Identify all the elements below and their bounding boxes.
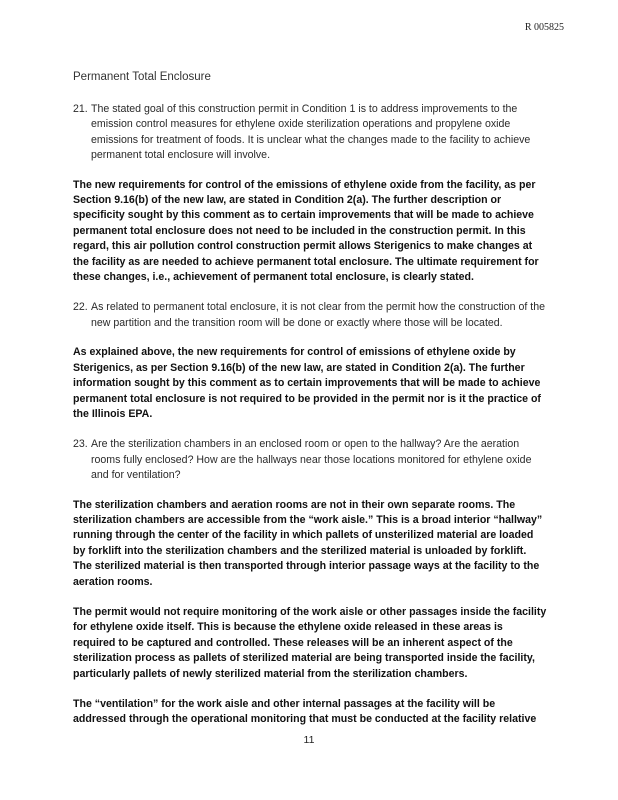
page-number: 11 <box>303 734 315 746</box>
response-paragraph: The permit would not require monitoring of the work aisle or other passages inside the facility for ethylene oxide itself. This is because the ethylene oxide released in these areas is required to be captured and controlled. These releases will be an inherent aspect of the sterilization process as pallets of sterilized material are being transported inside the facility, particularly pallets of newly sterilized material from the sterilization chambers. <box>73 605 547 680</box>
response-paragraph: As explained above, the new requirements for control of emissions of ethylene oxide by Sterigenics, as per Section 9.16(b) of the new law, are stated in Condition 2(a). The further information sought by this comment as to certain improvements that will be made to achieve permanent total enclosure is not required to be provided in the permit nor is it the practice of the Illinois EPA. <box>73 346 541 420</box>
bates-number: R 005825 <box>524 22 564 33</box>
comment-text: As related to permanent total enclosure, it is not clear from the permit how the construction of the new partition and the transition room will be done or exactly where those will be located. <box>91 301 545 329</box>
response-paragraph: The “ventilation” for the work aisle and other internal passages at the facility will be addressed through the operational monitoring that must be conducted at the facility relative <box>73 698 537 726</box>
document-body <box>73 70 547 743</box>
comment-text: The stated goal of this construction permit in Condition 1 is to address improvements to the emission control measures for ethylene oxide sterilization operations and propylene oxide emissions for treatment of foods. It is unclear what the changes made to the facility to achieve permanent total enclosure will involve. <box>91 103 531 162</box>
comment-item <box>73 300 547 331</box>
comment-item <box>73 102 547 164</box>
section-heading: Permanent Total Enclosure <box>73 71 211 83</box>
comment-text: Are the sterilization chambers in an enclosed room or open to the hallway? Are the aeration rooms fully enclosed? How are the hallways near those locations monitored for ethylene oxide and for ventilation? <box>91 438 532 482</box>
comment-item <box>73 437 547 483</box>
comment-number: 22. <box>73 301 88 314</box>
response-paragraph: The sterilization chambers and aeration rooms are not in their own separate rooms. The sterilization chambers are accessible from the “work aisle.” This is a broad interior “hallway” running through the center of the facility in which pallets of unsterilized material are loaded by forklift into the sterilization chambers and the sterilized material is unloaded by forklift. The sterilized material is then transported through interior passage ways at the facility to the aeration rooms. <box>73 498 543 588</box>
comment-number: 23. <box>73 438 88 451</box>
response-paragraph: The new requirements for control of the emissions of ethylene oxide from the facility, as per Section 9.16(b) of the new law, are stated in Condition 2(a). The further description or specificity sought by this comment as to certain improvements that will be made to achieve permanent total enclosure does not need to be included in the construction permit. In this regard, this air pollution control construction permit allows Sterigenics to make changes at the facility as are needed to achieve permanent total enclosure. The ultimate requirement for these changes, i.e., achievement of permanent total enclosure, is clearly stated. <box>73 178 539 284</box>
comment-number: 21. <box>73 103 88 115</box>
